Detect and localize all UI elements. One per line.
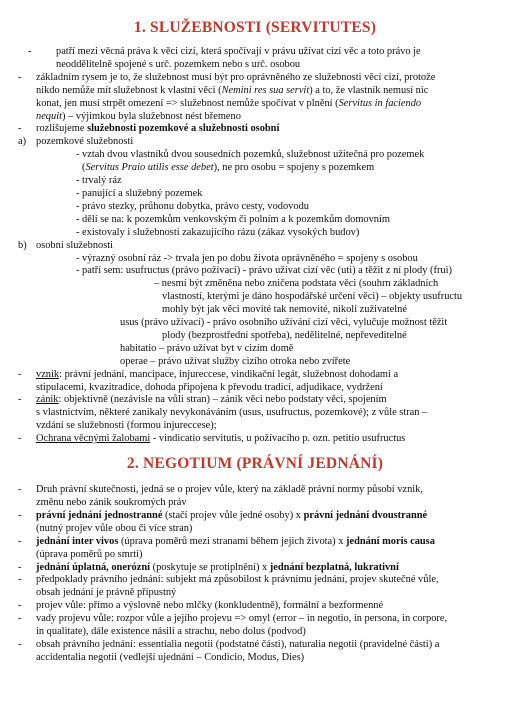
bold-term: jednání bezplatná, lukrativní (269, 561, 399, 573)
paragraph-line: - trvalý ráz (76, 175, 122, 187)
paragraph-line: usus (právo užívací) - právo osobního užívání cizí věci, vylučuje možnost těžit (120, 317, 448, 329)
bullet-dash: - (18, 638, 22, 650)
bullet-dash: - (18, 394, 22, 406)
paragraph-line: vzdání se služebnosti (formou injureccese); (36, 420, 217, 432)
bold-term: právní jednání jednostranné (36, 509, 163, 521)
list-item (18, 510, 492, 536)
text-run: (úprava poměrů mezi stranami během jejich života) x (118, 535, 347, 547)
paragraph-line: s vlastnictvím, některé zanikaly nevykonáváním (usus, usufructus, pozemkové); z vůle stran – (36, 407, 428, 419)
text-run: (poskytuje se protiplnění) x (150, 561, 270, 573)
list-item (18, 72, 492, 124)
paragraph-line: změnu nebo zánik soukromých práv (36, 497, 187, 508)
paragraph-line: neoddělitelně spojené s urč. pozemkem nebo s urč. osobou (56, 58, 301, 70)
paragraph-line (36, 433, 492, 446)
paragraph-line (36, 98, 492, 111)
bullet-dash: - (18, 535, 22, 547)
list-item (18, 484, 492, 510)
paragraph-line: - existovaly i služebnosti zakazujícího rázu (zákaz vysokých budov) (76, 226, 360, 238)
text-run: - vindicatio servitutis, u požívacího p. ozn. petitio usufructus (150, 433, 406, 445)
paragraph-line: obsah právního jednání: essentialia negotii (podstatné části), naturalia negotii (pravidelné části) a (36, 638, 440, 650)
sub-list-b (18, 253, 492, 369)
bold-term: jednání úplatná, onerózní (36, 561, 151, 573)
paragraph-line (36, 562, 492, 575)
latin-maxim: Servitus in faciendo (338, 97, 422, 109)
term-label: Ochrana věcnými žalobami (36, 433, 151, 445)
paragraph-line: (úprava poměrů po smrti) (36, 548, 143, 560)
paragraph-line (36, 536, 492, 549)
bullet-dash: - (18, 71, 22, 83)
list-marker: a) (18, 136, 27, 148)
paragraph-line (36, 111, 492, 124)
list-item (18, 600, 492, 613)
bullet-dash: - (18, 600, 22, 612)
paragraph-line: projev vůle: přímo a výslovně nebo mlčky (konkludentně), formální a bezformenné (36, 600, 384, 612)
paragraph-line (76, 162, 492, 175)
bullet-dash: - (18, 123, 22, 135)
paragraph-line: vady projevu vůle: rozpor vůle a jejího projevu => omyl (error – in negotio, in persona, in corpore, (36, 613, 448, 625)
text-run: nikdo nemůže mít služebnost k vlastní věci ( (36, 84, 222, 96)
bullet-dash: - (18, 484, 22, 496)
paragraph-line (36, 394, 492, 407)
paragraph-line: stipulacemi, kvazitradice, dohoda připojena k převodu tradicí, adjudikace, vydržení (36, 381, 383, 393)
sub-heading-text: osobní služebnosti (36, 239, 114, 251)
paragraph-line: - právo stezky, průhonu dobytka, právo cesty, vodovodu (76, 200, 309, 212)
sub-heading-text: pozemkové služebnosti (36, 136, 134, 148)
list-marker: b) (18, 239, 27, 251)
text-run: konat, jen musí strpět omezení => služebnost nemůže spočívat v plnění ( (36, 97, 339, 109)
bold-term: jednání moris causa (346, 535, 435, 547)
text-run: ) a to, že vlastník nemusí nic (309, 84, 429, 96)
bullet-dash: - (18, 613, 22, 625)
term-label: zánik (36, 394, 59, 406)
section-1-title: 1. SLUŽEBNOSTI (SERVITUTES) (133, 19, 377, 36)
bullet-dash: - (18, 368, 22, 380)
paragraph-line: předpoklady právního jednání: subjekt má způsobilost k právnímu jednání, projev skutečné vůle, (36, 574, 439, 586)
list-item (18, 562, 492, 575)
text-run: ( (82, 162, 86, 174)
text-run: : objektivně (nezávisle na vůli stran) – zánik věci nebo podstaty věci, spojením (58, 394, 387, 406)
text-run: (stačí projev vůle jedné osoby) x (162, 509, 304, 521)
list-item (18, 574, 492, 600)
paragraph-line: plody (bezprostřední spotřeba), nedělitelné, nepřeveditelné (162, 329, 407, 341)
list-item (18, 46, 492, 72)
paragraph-line: obsah jednání je právně přípustný (36, 587, 177, 599)
term-label: vznik (36, 368, 60, 380)
bold-term: právní jednání dvoustranné (303, 509, 428, 521)
bullet-dash: - (18, 574, 22, 586)
paragraph-line: mohly být jak věci movité tak nemovité, nikoli zuživatelné (162, 304, 407, 316)
latin-maxim: Nemini res sua servit (221, 84, 310, 96)
list-item (18, 639, 492, 665)
text-run: : právní jednání, mancipace, injureccese, vindikační legát, služebnost dohodami a (59, 368, 399, 380)
bullet-dash: - (18, 509, 22, 521)
latin-maxim: Servitus Praio utilis esse debet (85, 162, 214, 174)
paragraph-line: – nesmí být změněna nebo zničena podstata věci (souhrn základních (154, 278, 439, 290)
list-item (18, 123, 492, 136)
paragraph-line: accidentalia negotii (vedlejší ujednání – Condicio, Modus, Dies) (36, 651, 305, 663)
bold-term: služebnosti pozemkové a služebnosti osobní (87, 123, 280, 135)
paragraph-line (36, 369, 492, 382)
paragraph-line (36, 123, 492, 136)
paragraph-line (36, 85, 492, 98)
bullet-dash: - (18, 433, 22, 445)
list-item (18, 369, 492, 395)
text-run: ) – výjimkou byla služebnost nést břemeno (61, 110, 241, 122)
bold-term: jednání inter vivos (36, 535, 119, 547)
paragraph-line: in qualitate), dále existence násilí a strachu, nebo dolus (podvod) (36, 626, 306, 638)
list-item (18, 394, 492, 433)
section-2-title: 2. NEGOTIUM (PRÁVNÍ JEDNÁNÍ) (126, 455, 384, 473)
bullet-dash: - (28, 46, 32, 57)
sub-list-a (18, 149, 492, 239)
bullet-dash: - (18, 561, 22, 573)
paragraph-line: habitatio – právo užívat byt v cizím domě (120, 342, 294, 354)
paragraph-line (36, 510, 492, 523)
paragraph-line: patří mezi věcná práva k věci cizí, která spočívají v právu užívat cizí věc a toto právo je (56, 46, 421, 57)
list-item (18, 433, 492, 446)
text-run: ), ne pro osobu = spojeny s pozemkem (213, 162, 375, 174)
paragraph-line: - výrazný osobní ráz -> trvala jen po dobu života oprávněného = spojeny s osobou (76, 252, 418, 264)
paragraph-line: - vztah dvou vlastníků dvou sousedních pozemků, služebnost užitečná pro pozemek (76, 149, 425, 161)
latin-maxim: nequit (36, 110, 62, 122)
paragraph-line: - patří sem: usufructus (právo požívací) - právo užívat cizí věc (uti) a těžit z ní plody (frui) (76, 265, 452, 277)
paragraph-line: Druh právní skutečnosti, jedná se o projev vůle, který na základě právní normy působí vznik, (36, 484, 423, 496)
sub-heading-a (18, 136, 492, 149)
sub-heading-b (18, 240, 492, 253)
paragraph-line: (nutný projev vůle obou či více stran) (36, 522, 193, 534)
paragraph-line: základním rysem je to, že služebnost musí být pro oprávněného ze služebnosti věcí cizí, protože (36, 71, 436, 83)
paragraph-line: - panující a služebný pozemek (76, 187, 203, 199)
paragraph-line: operae – právo užívat služby cizího otroka nebo zvířete (120, 355, 351, 367)
paragraph-line: vlastností, kterými je dáno hospodářské určení věci) – objekty usufructu (162, 291, 463, 303)
list-item (18, 536, 492, 562)
paragraph-line: - dělí se na: k pozemkům venkovským či polním a k pozemkům domovním (76, 213, 390, 225)
list-item (18, 613, 492, 639)
text-run: rozlišujeme (36, 123, 88, 135)
